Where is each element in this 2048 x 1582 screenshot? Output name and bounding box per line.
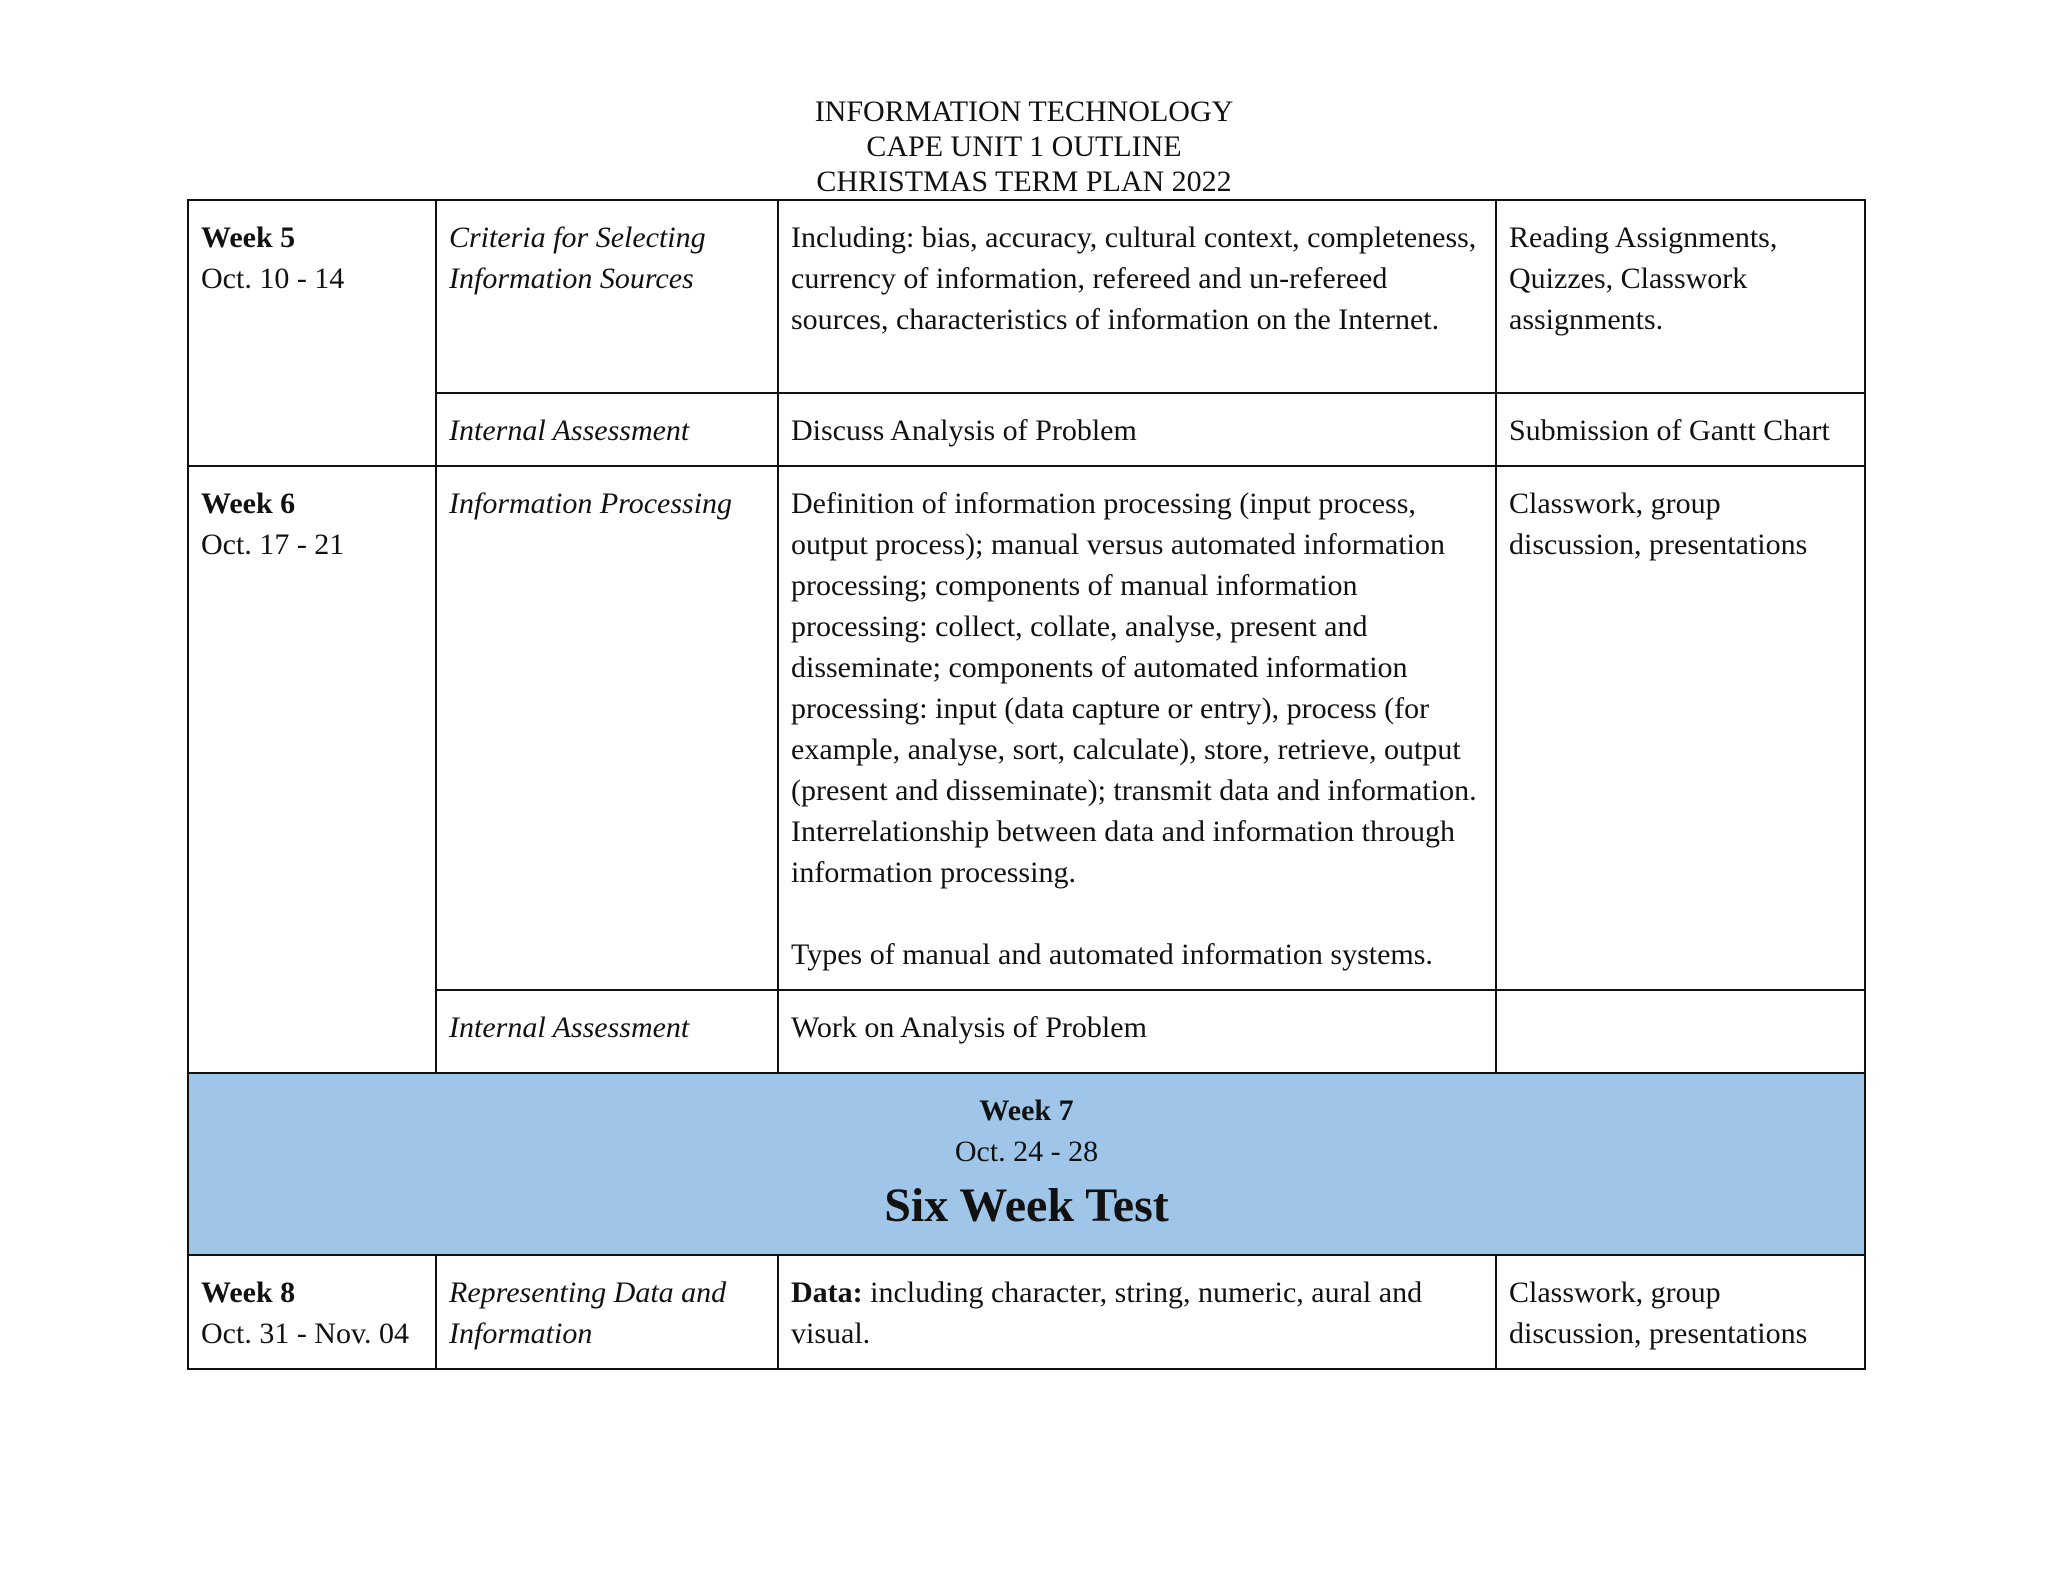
topic-cell: Criteria for Selecting Information Sources [436, 200, 778, 393]
topic-cell: Internal Assessment [436, 393, 778, 466]
week-cell [188, 1255, 436, 1369]
assessment-cell: Classwork, group discussion, presentations [1496, 466, 1865, 990]
assessment-cell: Reading Assignments, Quizzes, Classwork assignments. [1496, 200, 1865, 393]
week-dates: Oct. 17 - 21 [201, 528, 345, 561]
table-row [188, 200, 1865, 393]
paragraph-spacer [791, 893, 1483, 934]
header-subject: INFORMATION TECHNOLOGY [814, 95, 1234, 128]
table-row [188, 393, 1865, 466]
table-row [188, 990, 1865, 1073]
test-cell [188, 1073, 1865, 1255]
week-cell [188, 200, 436, 466]
content-cell [778, 1255, 1496, 1369]
week-cell [188, 466, 436, 1073]
week-dates: Oct. 10 - 14 [201, 262, 345, 295]
assessment-cell: Classwork, group discussion, presentations [1496, 1255, 1865, 1369]
content-cell [778, 466, 1496, 990]
document-header [0, 94, 2048, 199]
table-row [188, 1255, 1865, 1369]
content-text: including character, string, numeric, aural and visual. [791, 1276, 1423, 1350]
content-cell: Work on Analysis of Problem [778, 990, 1496, 1073]
content-paragraph: Types of manual and automated information systems. [791, 938, 1433, 971]
topic-cell: Representing Data and Information [436, 1255, 778, 1369]
test-title: Six Week Test [884, 1179, 1169, 1232]
week-label: Week 7 [979, 1094, 1074, 1127]
topic-cell: Information Processing [436, 466, 778, 990]
content-paragraph: Definition of information processing (input process, output process); manual versus automated information processing; components of manual information processing: collect, collate, analyse, present and disseminate; components of automated information processing: input (data capture or entry), process (for example, analyse, sort, calculate), store, retrieve, output (present and disseminate); transmit data and information. Interrelationship between data and information through information processing. [791, 487, 1477, 889]
week-label: Week 6 [201, 487, 296, 520]
content-cell: Discuss Analysis of Problem [778, 393, 1496, 466]
week-label: Week 8 [201, 1276, 296, 1309]
test-row [188, 1073, 1865, 1255]
table-row [188, 466, 1865, 990]
header-term: CHRISTMAS TERM PLAN 2022 [816, 165, 1232, 198]
content-cell: Including: bias, accuracy, cultural context, completeness, currency of information, refereed and un-refereed sources, characteristics of information on the Internet. [778, 200, 1496, 393]
term-plan-table [187, 199, 1866, 1370]
assessment-cell: Submission of Gantt Chart [1496, 393, 1865, 466]
week-dates: Oct. 24 - 28 [954, 1135, 1099, 1168]
header-unit: CAPE UNIT 1 OUTLINE [866, 130, 1182, 163]
week-label: Week 5 [201, 221, 296, 254]
content-bold-term: Data: [791, 1276, 863, 1309]
week-dates: Oct. 31 - Nov. 04 [201, 1317, 410, 1350]
assessment-cell [1496, 990, 1865, 1073]
topic-cell: Internal Assessment [436, 990, 778, 1073]
